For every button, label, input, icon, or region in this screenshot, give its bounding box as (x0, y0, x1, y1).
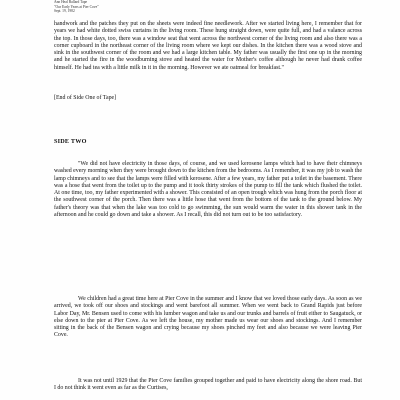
header-line: Ann Heal Ballard Tape (54, 0, 88, 4)
paragraph: It was not until 1929 that the Pier Cove families grouped together and paid to have electricity along the shore road. But I do not think it went even as far as the Curtises, (54, 378, 362, 392)
section-heading: SIDE TWO (54, 138, 87, 145)
header-line: "Our Early Years at Pier Cove" (54, 4, 99, 9)
paragraph: handwork and the patches they put on the sheets were indeed fine needlework. After we started living here, I remember that for years we had white dotted swiss curtains in the living room. These hung straight down, were quite full, and had a valance across the top. In those days, too, there was a window seat that went across the northwest corner of the living room and also there was a corner cupboard in the northeast corner of the living room where we kept our dishes. In the kitchen there was a wood stove and sink in the southwest corner of the room and we had a large kitchen table. My father was usually the first one up in the morning and he started the fire in the woodburning stove and heated the water for Mother's coffee although he never had drank coffee himself. He had tea with a little milk in it in the morning. However we ate oatmeal for breakfast." (54, 21, 362, 71)
paragraph: "We did not have electricity in those days, of course, and we used kerosene lamps which had to have their chimneys washed every morning when they were brought down to the kitchen from the bedrooms. As I remember, it was my job to wash the lamp chimneys and to see that the lamps were filled with kerosene. After a few years, my father put a toilet in the basement. There was a hose that went from the toilet up to the pump and it took thirty strokes of the pump to fill the tank which flushed the toilet. At one time, too, my father experimented with a shower. This consisted of an open trough which was hung from the porch floor at the southwest corner of the porch. Then there was a little hose that went from the bottom of the tank to the ground below. My father's theory was that when the lake was too cold to go swimming, the sun would warm the water in this shower tank in the afternoon and he could go down and take a shower. As I recall, this did not turn out to be too satisfactory. (54, 161, 362, 218)
header-line: Sept. 19, 1982 (54, 9, 75, 14)
page-header (54, 0, 99, 14)
paragraph: We children had a great time here at Pier Cove in the summer and I know that we loved those early days. As soon as we arrived, we took off our shoes and stockings and went barefoot all summer. When we went back to Grand Rapids just before Labor Day, Mr. Bensen used to come with his lumber wagon and take us and our trunks and barrels of fruit either to Saugatuck, or else down to the pier at Pier Cove. As we left the house, my mother made us wear our shoes and stockings. And I remember sitting in the back of the Bensen wagon and crying because my shoes pinched my feet and also because we were leaving Pier Cove. (54, 296, 362, 339)
end-of-side-note: [End of Side One of Tape] (54, 95, 117, 101)
